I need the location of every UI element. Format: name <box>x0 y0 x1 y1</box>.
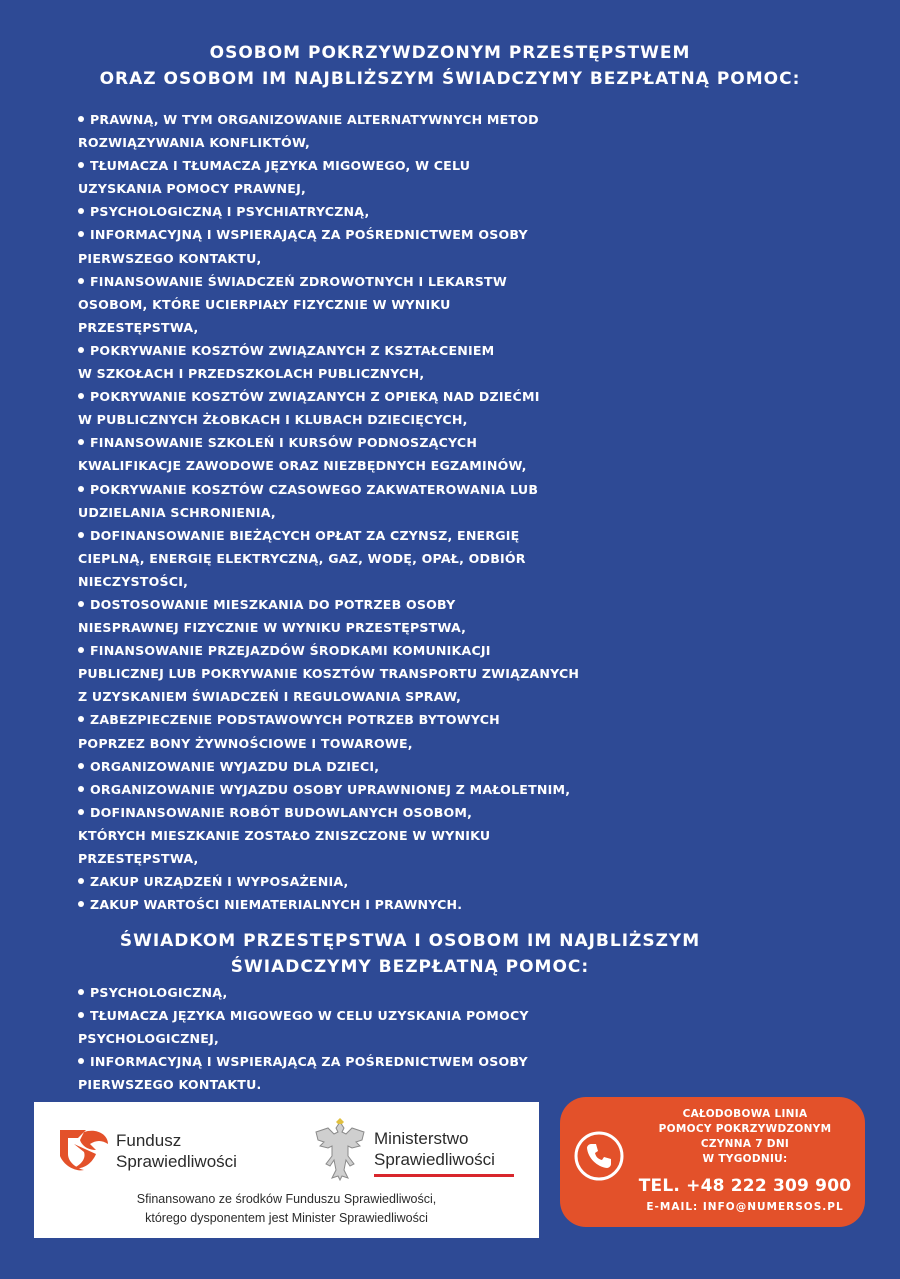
bullet-icon <box>78 486 84 492</box>
list-item-line <box>78 547 678 570</box>
list-item-text: ZAKUP URZĄDZEŃ I WYPOSAŻENIA, <box>90 874 349 890</box>
list-item-line <box>78 270 678 293</box>
list-item-text: POKRYWANIE KOSZTÓW ZWIĄZANYCH Z OPIEKĄ NAD DZIEĆMI <box>90 389 540 405</box>
bullet-icon <box>78 231 84 237</box>
bullet-icon <box>78 347 84 353</box>
list-item-text: ZABEZPIECZENIE PODSTAWOWYCH POTRZEB BYTOWYCH <box>90 712 500 728</box>
list-item-line <box>78 593 678 616</box>
list-item-line <box>78 1050 678 1073</box>
fundusz-logo <box>56 1124 256 1176</box>
bullet-icon <box>78 878 84 884</box>
hotline-email[interactable]: E-MAIL: INFO@NUMERSOS.PL <box>646 1201 844 1213</box>
bullet-icon <box>78 786 84 792</box>
list-item-line <box>78 1027 678 1050</box>
sponsor-logos-box <box>34 1102 539 1238</box>
list-item-line <box>78 732 678 755</box>
list-item-line <box>78 801 678 824</box>
list-item-line <box>78 501 678 524</box>
list-item-text: PIERWSZEGO KONTAKTU, <box>78 250 262 266</box>
list-item-text: TŁUMACZA I TŁUMACZA JĘZYKA MIGOWEGO, W CELU <box>90 158 471 174</box>
bullet-icon <box>78 278 84 284</box>
list-item-text: DOFINANSOWANIE ROBÓT BUDOWLANYCH OSOBOM, <box>90 804 473 820</box>
list-item-text: NIESPRAWNEJ FIZYCZNIE W WYNIKU PRZESTĘPSTWA, <box>78 620 467 636</box>
fundusz-logo-text <box>116 1130 237 1172</box>
polish-eagle-icon <box>312 1118 368 1184</box>
list-item-line <box>78 824 678 847</box>
funding-note-line1: Sfinansowano ze środków Funduszu Sprawiedliwości, <box>136 1192 437 1206</box>
list-item-line <box>78 339 678 362</box>
list-item-line <box>78 1073 678 1096</box>
list-item-text: POPRZEZ BONY ŻYWNOŚCIOWE I TOWAROWE, <box>78 735 413 751</box>
list-item-text: PRAWNĄ, W TYM ORGANIZOWANIE ALTERNATYWNYCH METOD <box>90 112 539 127</box>
list-item-line <box>78 362 678 385</box>
hotline-phone-number[interactable]: TEL. +48 222 309 900 <box>638 1176 852 1196</box>
hotline-box <box>560 1097 865 1227</box>
bullet-icon <box>78 601 84 607</box>
bullet-icon <box>78 162 84 168</box>
list-item-line <box>78 316 678 339</box>
funding-note-line2: którego dysponentem jest Minister Sprawiedliwości <box>145 1211 428 1225</box>
list-item-text: KTÓRYCH MIESZKANIE ZOSTAŁO ZNISZCZONE W WYNIKU <box>78 827 491 843</box>
list-item-text: W PUBLICZNYCH ŻŁOBKACH I KLUBACH DZIECIĘCYCH, <box>78 412 468 428</box>
list-item-text: PRZESTĘPSTWA, <box>78 851 199 866</box>
list-item-line <box>78 755 678 778</box>
witnesses-help-list <box>78 981 678 1096</box>
witnesses-heading-line1: ŚWIADKOM PRZESTĘPSTWA I OSOBOM IM NAJBLIŻSZYM <box>119 931 701 951</box>
ministerstwo-name-line2: Sprawiedliwości <box>374 1150 495 1169</box>
list-item-line <box>78 431 678 454</box>
list-item-line <box>78 708 678 731</box>
bullet-icon <box>78 439 84 445</box>
bullet-icon <box>78 647 84 653</box>
list-item-text: PSYCHOLOGICZNĄ I PSYCHIATRYCZNĄ, <box>90 204 370 220</box>
list-item-text: CIEPLNĄ, ENERGIĘ ELEKTRYCZNĄ, GAZ, WODĘ, OPAŁ, ODBIÓR <box>78 550 526 566</box>
list-item-text: DOFINANSOWANIE BIEŻĄCYCH OPŁAT ZA CZYNSZ, ENERGIĘ <box>90 527 520 543</box>
hotline-line4: W TYGODNIU: <box>702 1153 788 1165</box>
bullet-icon <box>78 901 84 907</box>
bullet-icon <box>78 116 84 122</box>
list-item-text: PUBLICZNEJ LUB POKRYWANIE KOSZTÓW TRANSPORTU ZWIĄZANYCH <box>78 666 580 682</box>
list-item-line <box>78 154 678 177</box>
hotline-line3: CZYNNA 7 DNI <box>700 1138 790 1150</box>
list-item-line <box>78 478 678 501</box>
list-item-text: FINANSOWANIE PRZEJAZDÓW ŚRODKAMI KOMUNIKACJI <box>90 643 491 659</box>
list-item-text: OSOBOM, KTÓRE UCIERPIAŁY FIZYCZNIE W WYNIKU <box>78 296 451 312</box>
list-item-text: UDZIELANIA SCHRONIENIA, <box>78 504 276 520</box>
bullet-icon <box>78 989 84 995</box>
list-item-line <box>78 870 678 893</box>
list-item-line <box>78 778 678 801</box>
fundusz-name-line2: Sprawiedliwości <box>116 1152 237 1171</box>
list-item-line <box>78 662 678 685</box>
bullet-icon <box>78 809 84 815</box>
list-item-text: DOSTOSOWANIE MIESZKANIA DO POTRZEB OSOBY <box>90 596 456 612</box>
bullet-icon <box>78 208 84 214</box>
list-item-text: POKRYWANIE KOSZTÓW ZWIĄZANYCH Z KSZTAŁCENIEM <box>90 342 495 358</box>
list-item-line <box>78 293 678 316</box>
list-item-text: POKRYWANIE KOSZTÓW CZASOWEGO ZAKWATEROWANIA LUB <box>90 481 539 497</box>
ministerstwo-name-line1: Ministerstwo <box>374 1129 469 1148</box>
list-item-text: Z UZYSKANIEM ŚWIADCZEŃ I REGULOWANIA SPRAW, <box>78 689 462 705</box>
list-item-text: INFORMACYJNĄ I WSPIERAJĄCĄ ZA POŚREDNICTWEM OSOBY <box>90 227 528 243</box>
victims-heading <box>40 40 860 92</box>
list-item-text: PRZESTĘPSTWA, <box>78 319 199 335</box>
list-item-line <box>78 847 678 870</box>
bullet-icon <box>78 532 84 538</box>
bullet-icon <box>78 1012 84 1018</box>
hotline-text <box>628 1107 862 1215</box>
hotline-line2: POMOCY POKRZYWDZONYM <box>658 1123 832 1135</box>
list-item-line <box>78 981 678 1004</box>
list-item-line <box>78 1004 678 1027</box>
list-item-line <box>78 524 678 547</box>
list-item-line <box>78 570 678 593</box>
list-item-text: PSYCHOLOGICZNĄ, <box>90 985 228 1000</box>
fundusz-name-line1: Fundusz <box>116 1131 182 1150</box>
list-item-line <box>78 385 678 408</box>
list-item-line <box>78 893 678 916</box>
victims-heading-line2: ORAZ OSOBOM IM NAJBLIŻSZYM ŚWIADCZYMY BEZPŁATNĄ POMOC: <box>99 69 801 89</box>
victims-help-list <box>78 108 678 916</box>
list-item-line <box>78 639 678 662</box>
list-item-text: ROZWIĄZYWANIA KONFLIKTÓW, <box>78 135 310 151</box>
list-item-line <box>78 177 678 200</box>
list-item-line <box>78 616 678 639</box>
bullet-icon <box>78 716 84 722</box>
list-item-text: ORGANIZOWANIE WYJAZDU OSOBY UPRAWNIONEJ Z MAŁOLETNIM, <box>90 781 571 797</box>
list-item-text: W SZKOŁACH I PRZEDSZKOLACH PUBLICZNYCH, <box>78 366 425 382</box>
list-item-line <box>78 685 678 708</box>
ministerstwo-logo-text <box>374 1128 495 1170</box>
list-item-text: ORGANIZOWANIE WYJAZDU DLA DZIECI, <box>90 758 380 774</box>
hotline-line1: CAŁODOBOWA LINIA <box>682 1108 808 1120</box>
list-item-line <box>78 454 678 477</box>
list-item-text: TŁUMACZA JĘZYKA MIGOWEGO W CELU UZYSKANIA POMOCY <box>90 1008 529 1024</box>
list-item-text: NIECZYSTOŚCI, <box>78 573 189 589</box>
fundusz-emblem-icon <box>56 1124 112 1176</box>
witnesses-heading <box>60 928 760 980</box>
victims-heading-line1: OSOBOM POKRZYWDZONYM PRZESTĘPSTWEM <box>209 43 691 63</box>
list-item-line <box>78 200 678 223</box>
list-item-text: INFORMACYJNĄ I WSPIERAJĄCĄ ZA POŚREDNICTWEM OSOBY <box>90 1054 528 1070</box>
ministerstwo-red-rule <box>374 1174 514 1177</box>
phone-icon <box>572 1129 626 1183</box>
list-item-line <box>78 247 678 270</box>
bullet-icon <box>78 763 84 769</box>
bullet-icon <box>78 1058 84 1064</box>
bullet-icon <box>78 393 84 399</box>
list-item-line <box>78 108 678 131</box>
list-item-line <box>78 223 678 246</box>
list-item-line <box>78 408 678 431</box>
list-item-line <box>78 131 678 154</box>
list-item-text: UZYSKANIA POMOCY PRAWNEJ, <box>78 181 306 197</box>
funding-note <box>34 1190 539 1228</box>
list-item-text: PSYCHOLOGICZNEJ, <box>78 1031 219 1047</box>
list-item-text: FINANSOWANIE SZKOLEŃ I KURSÓW PODNOSZĄCYCH <box>90 435 478 451</box>
list-item-text: PIERWSZEGO KONTAKTU. <box>78 1077 262 1093</box>
list-item-text: KWALIFIKACJE ZAWODOWE ORAZ NIEZBĘDNYCH EGZAMINÓW, <box>78 458 527 474</box>
list-item-text: ZAKUP WARTOŚCI NIEMATERIALNYCH I PRAWNYCH. <box>90 897 463 913</box>
ministerstwo-logo <box>312 1118 522 1186</box>
witnesses-heading-line2: ŚWIADCZYMY BEZPŁATNĄ POMOC: <box>230 957 590 977</box>
list-item-text: FINANSOWANIE ŚWIADCZEŃ ZDROWOTNYCH I LEKARSTW <box>90 273 507 289</box>
